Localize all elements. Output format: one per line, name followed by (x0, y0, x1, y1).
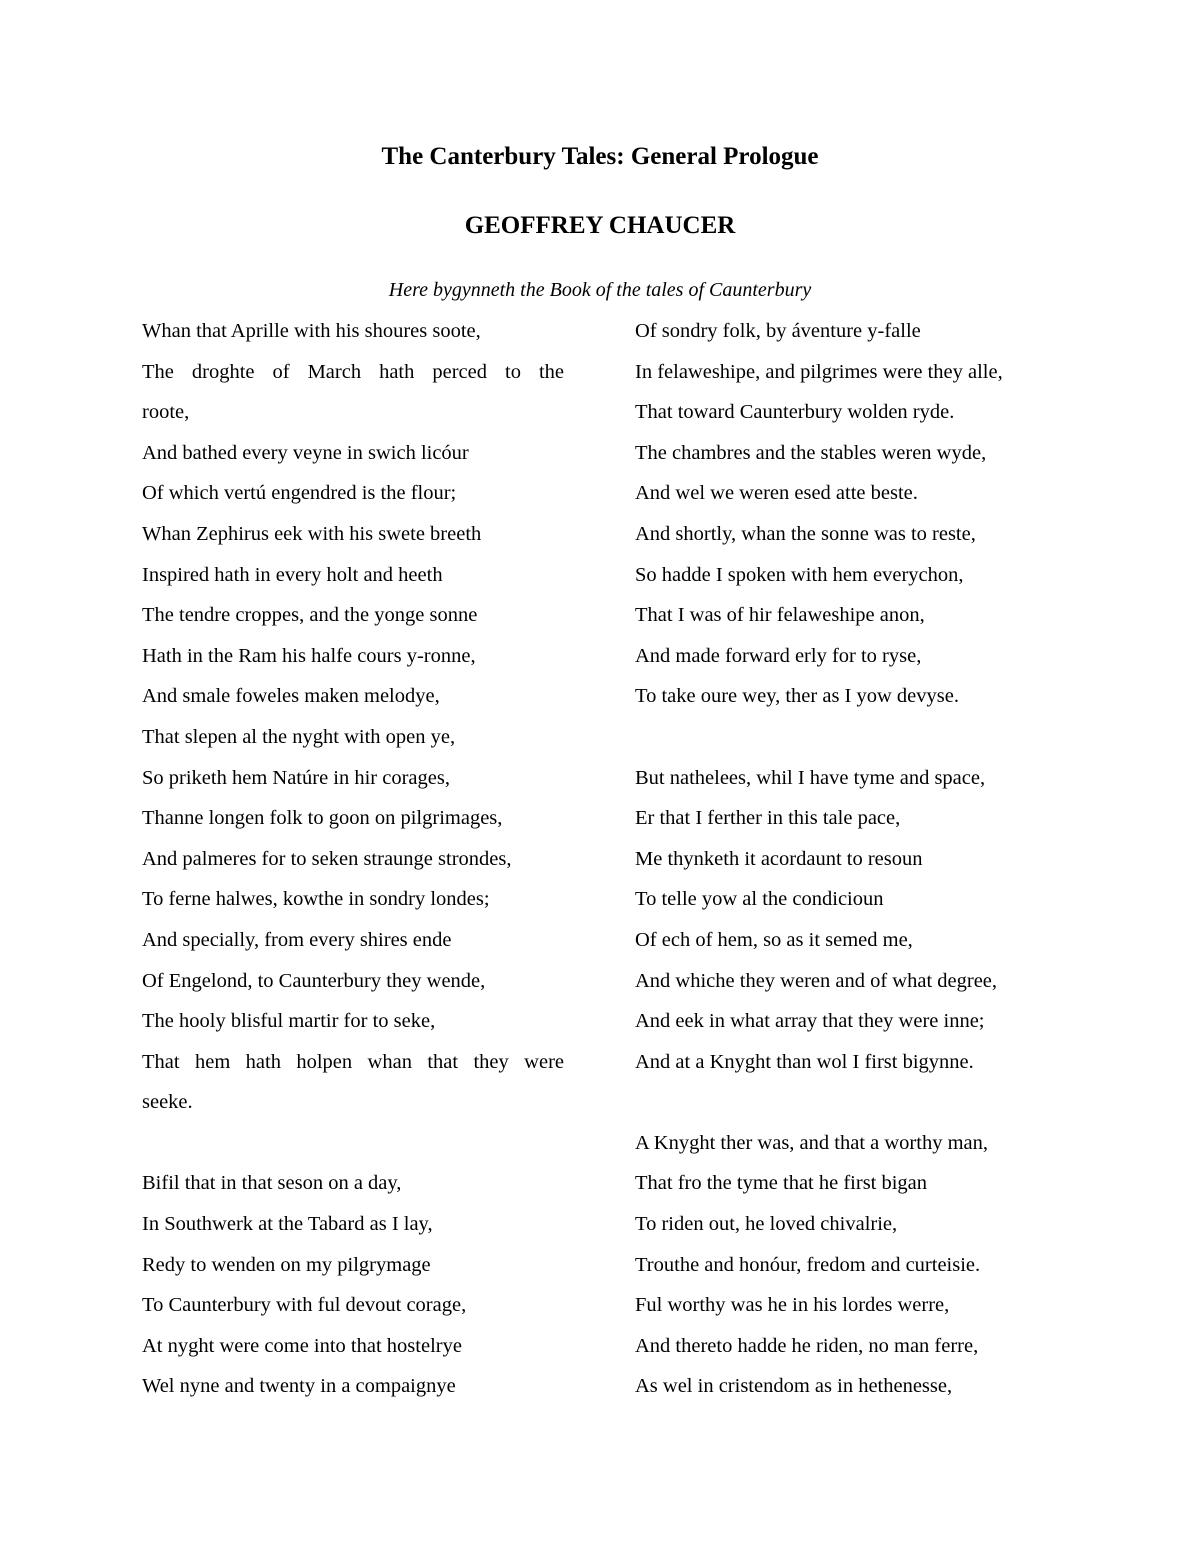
stanza-break (635, 717, 1065, 758)
stanza-break (142, 1123, 564, 1164)
document-subtitle: Here bygynneth the Book of the tales of Caunterbury (388, 279, 812, 301)
poem-line: As wel in cristendom as in hethenesse, (635, 1375, 953, 1398)
poem-line: In felaweshipe, and pilgrimes were they alle, (635, 360, 1003, 383)
poem-line: And palmeres for to seken straunge strondes, (142, 847, 512, 870)
poem-line: Whan that Aprille with his shoures soote, (142, 320, 481, 342)
poem-line: Me thynketh it acordaunt to resoun (635, 847, 923, 870)
poem-line: Redy to wenden on my pilgrymage (142, 1253, 431, 1276)
poem-line: To telle yow al the condicioun (635, 888, 884, 911)
poem-line: To ferne halwes, kowthe in sondry londes; (142, 888, 490, 911)
poem-line: And specially, from every shires ende (142, 928, 452, 951)
poem-line: The chambres and the stables weren wyde, (635, 441, 987, 464)
poem-line: And thereto hadde he riden, no man ferre, (635, 1334, 979, 1357)
poem-line: Er that I ferther in this tale pace, (635, 807, 901, 830)
poem-line: Hath in the Ram his halfe cours y-ronne, (142, 644, 476, 667)
poem-column-right (635, 311, 1065, 1407)
poem-line: That fro the tyme that he first bigan (635, 1172, 928, 1195)
poem-line: seeke. (142, 1091, 193, 1114)
poem-line: At nyght were come into that hostelrye (142, 1334, 462, 1357)
poem-line: And eek in what array that they were inne; (635, 1010, 985, 1033)
poem-line: So hadde I spoken with hem everychon, (635, 563, 964, 586)
poem-line: And smale foweles maken melodye, (142, 685, 440, 708)
poem-column-left (142, 311, 564, 1407)
poem-line: Bifil that in that seson on a day, (142, 1172, 402, 1195)
poem-line: That slepen al the nyght with open ye, (142, 725, 456, 748)
poem-line: Whan Zephirus eek with his swete breeth (142, 522, 482, 545)
poem-line: In Southwerk at the Tabard as I lay, (142, 1213, 433, 1236)
poem-line: roote, (142, 401, 190, 424)
document-title: The Canterbury Tales: General Prologue (381, 143, 819, 170)
poem-line: The droghte of March hath perced to the (142, 360, 564, 383)
poem-line: But nathelees, whil I have tyme and space, (635, 766, 986, 789)
poem-line: And wel we weren esed atte beste. (635, 482, 918, 505)
poem-line: Of which vertú engendred is the flour; (142, 482, 457, 505)
poem-line: A Knyght ther was, and that a worthy man, (635, 1131, 988, 1154)
stanza-break (635, 1082, 1065, 1123)
poem-line: To take oure wey, ther as I yow devyse. (635, 685, 959, 708)
poem-line: To Caunterbury with ful devout corage, (142, 1294, 467, 1317)
poem-line: Of ech of hem, so as it semed me, (635, 928, 913, 951)
poem-line: The tendre croppes, and the yonge sonne (142, 604, 478, 627)
poem-line: Wel nyne and twenty in a compaignye (142, 1375, 456, 1398)
author-name: GEOFFREY CHAUCER (464, 212, 736, 239)
poem-line: Thanne longen folk to goon on pilgrimages, (142, 807, 503, 830)
poem-line: The hooly blisful martir for to seke, (142, 1010, 436, 1033)
poem-line: Trouthe and honóur, fredom and curteisie. (635, 1253, 981, 1276)
poem-line: And shortly, whan the sonne was to reste, (635, 522, 976, 545)
poem-line: To riden out, he loved chivalrie, (635, 1213, 898, 1236)
poem-line: Inspired hath in every holt and heeth (142, 563, 443, 586)
poem-line: So priketh hem Natúre in hir corages, (142, 766, 450, 789)
poem-line: Of Engelond, to Caunterbury they wende, (142, 969, 486, 992)
poem-line: Of sondry folk, by áventure y-falle (635, 320, 921, 342)
poem-line: That I was of hir felaweshipe anon, (635, 604, 925, 627)
poem-line: And made forward erly for to ryse, (635, 644, 922, 667)
poem-line: Ful worthy was he in his lordes werre, (635, 1294, 950, 1317)
poem-line: And at a Knyght than wol I first bigynne. (635, 1050, 974, 1073)
poem-line: And bathed every veyne in swich licóur (142, 441, 469, 464)
poem-line: That toward Caunterbury wolden ryde. (635, 401, 955, 424)
poem-line: And whiche they weren and of what degree, (635, 969, 998, 992)
poem-line: That hem hath holpen whan that they were (142, 1050, 564, 1073)
